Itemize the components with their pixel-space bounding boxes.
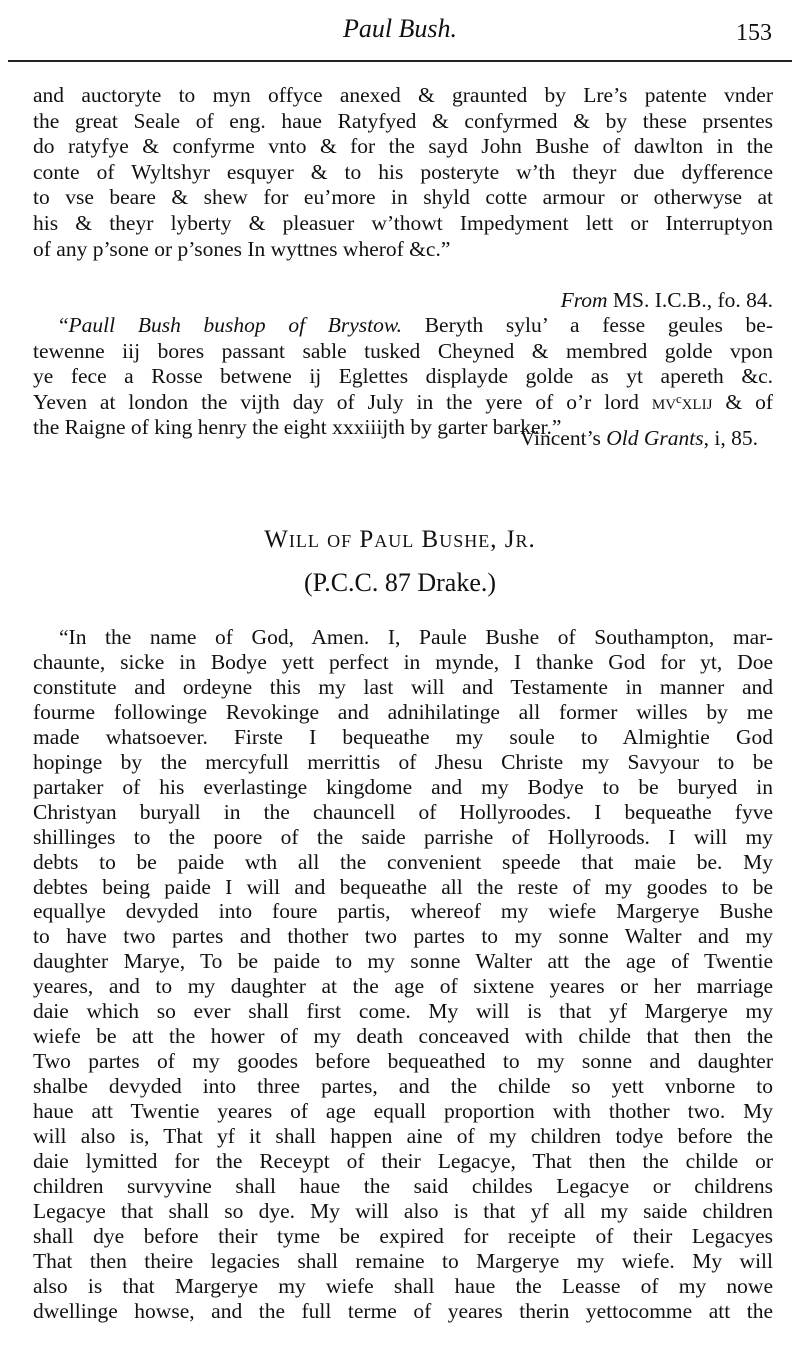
text-line <box>33 824 773 850</box>
text-segment: fourme followinge Revokinge and adnihilatinge all former willes by me <box>33 699 773 724</box>
text-line <box>33 774 773 800</box>
text-segment: made whatsoever. Firste I bequeathe my soule to Almightie God <box>33 724 773 749</box>
text-segment: daie which so ever shall first come. My will is that yf Margerye my <box>33 999 773 1024</box>
text-line <box>33 1198 773 1224</box>
text-segment: , i, 85. <box>703 426 758 450</box>
text-segment: That then theire legacies shall remaine to Margerye my wiefe. My will <box>33 1248 773 1273</box>
text-segment: the great Seale of eng. haue Ratyfyed & confyrmed & by these prsentes <box>33 108 773 133</box>
text-segment: & of <box>712 389 773 414</box>
text-segment: will also is, That yf it shall happen aine of my children todye before the <box>33 1124 773 1148</box>
text-line <box>33 1123 773 1149</box>
text-line <box>33 133 773 159</box>
text-segment: Yeven at london the vijth day of July in the yere of o’r lord <box>33 389 652 414</box>
text-line <box>33 699 773 725</box>
text-line <box>33 1248 773 1274</box>
text-line <box>33 749 773 775</box>
text-line <box>33 1098 773 1124</box>
text-segment: equallye devyded into foure partis, whereof my wiefe Margerye Bushe <box>33 899 773 924</box>
text-segment: conte of Wyltshyr esquyer & to his posteryte w’th theyr due dyfference <box>33 159 773 184</box>
text-line <box>33 1073 773 1099</box>
text-segment: the Raigne of king henry the eight xxxiiijth by garter barker.” <box>33 415 562 440</box>
text-segment: mvᶜxlij <box>651 389 713 414</box>
text-segment: chaunte, sicke in Bodye yett perfect in mynde, I thanke God for yt, Doe <box>33 649 773 674</box>
text-line <box>33 923 773 949</box>
text-line <box>33 898 773 924</box>
text-segment: ye fece a Rosse betwene ij Eglettes displayde golde as yt apereth &c. <box>33 364 773 389</box>
text-line <box>33 210 773 236</box>
text-segment: shillinges to the poore of the saide parrishe of Hollyroods. I will my <box>33 824 773 849</box>
text-segment: Two partes of my goodes before bequeathed to my sonne and daughter <box>33 1049 773 1074</box>
text-line <box>33 338 773 364</box>
text-segment: Paull Bush bushop of Brystow. <box>68 313 402 337</box>
text-segment: hopinge by the mercyfull merrittis of Jhesu Christe my Savyour to be <box>33 749 773 774</box>
text-line <box>33 674 773 700</box>
text-segment: “ <box>59 313 69 337</box>
text-segment: constitute and ordeyne this my last will and Testamente in manner and <box>33 674 773 699</box>
text-segment: debts to be paide wth all the convenient speede that maie be. My <box>33 849 773 874</box>
header-rule <box>8 60 792 62</box>
text-segment: tewenne iij bores passant sable tusked Cheyned & membred golde vpon <box>33 338 773 363</box>
text-line <box>33 1298 773 1324</box>
text-segment: to vse beare & shew for eu’more in shyld cotte armour or otherwyse at <box>33 185 773 210</box>
text-line <box>33 799 773 825</box>
text-line <box>33 184 773 210</box>
text-segment: dwellinge howse, and the full terme of yeares therin yettocomme att the <box>33 1298 773 1323</box>
text-segment: wiefe be att the hower of my death conceaved with childe that then the <box>33 1024 773 1049</box>
section-heading: Will of Paul Bushe, Jr. <box>264 526 536 553</box>
text-line <box>33 159 773 185</box>
text-segment: yeares, and to my daughter at the age of sixtene yeares or her marriage <box>33 974 773 999</box>
text-segment: shall dye before their tyme be expired for receipte of their Legacyes <box>33 1223 773 1248</box>
text-line <box>33 312 773 338</box>
text-line <box>33 1023 773 1049</box>
text-segment: Old Grants <box>606 426 704 450</box>
text-line <box>33 1223 773 1249</box>
text-segment: to have two partes and thother two partes to my sonne Walter and my <box>33 924 773 949</box>
text-segment: haue att Twentie yeares of age equall proportion with thother two. My <box>33 1099 773 1124</box>
text-segment: partaker of his everlastinge kingdome and my Bodye to be buryed in <box>33 774 773 799</box>
text-segment: Vincent’s <box>519 426 607 450</box>
source-citation-ms <box>33 287 773 313</box>
text-line <box>33 1173 773 1199</box>
text-line <box>33 948 773 974</box>
text-segment: “In the name of God, Amen. I, Paule Bushe of Southampton, mar- <box>59 625 773 649</box>
text-line <box>33 1148 773 1174</box>
text-segment: MS. I.C.B., fo. 84. <box>607 288 773 312</box>
text-line <box>33 389 773 415</box>
text-segment: and auctoryte to myn offyce anexed & graunted by Lre’s patente vnder <box>33 83 773 107</box>
text-line <box>33 998 773 1024</box>
text-line <box>33 236 773 262</box>
text-line <box>33 1048 773 1074</box>
text-line <box>33 82 773 108</box>
text-segment: also is that Margerye my wiefe shall haue the Leasse of my nowe <box>33 1273 773 1298</box>
text-segment: children survyvine shall haue the said childes Legacye or childrens <box>33 1173 773 1198</box>
text-segment: Legacye that shall so dye. My will also is that yf all my saide children <box>33 1198 773 1223</box>
text-line <box>33 363 773 389</box>
text-line <box>33 624 773 650</box>
text-segment: daie lymitted for the Receypt of their Legacye, That then the childe or <box>33 1148 773 1173</box>
text-line <box>33 108 773 134</box>
source-citation-vincent <box>33 425 758 451</box>
text-line <box>33 874 773 900</box>
text-line <box>33 849 773 875</box>
text-segment: do ratyfye & confyrme vnto & for the sayd John Bushe of dawlton in the <box>33 134 773 159</box>
text-segment: From <box>560 288 608 312</box>
text-line <box>33 724 773 750</box>
text-segment: Christyan buryall in the chauncell of Hollyroodes. I bequeathe fyve <box>33 799 773 824</box>
text-segment: of any p’sone or p’sones In wyttnes wherof &c.” <box>33 236 451 261</box>
running-head-title: Paul Bush. <box>342 14 458 43</box>
text-line <box>33 1273 773 1299</box>
text-segment: Beryth sylu’ a fesse geules be- <box>402 313 773 337</box>
text-line <box>33 973 773 999</box>
text-segment: his & theyr lyberty & pleasuer w’thowt Impedyment lett or Interruptyon <box>33 211 773 235</box>
text-segment: debtes being paide I will and bequeathe all the reste of my goodes to be <box>33 874 773 899</box>
text-line <box>33 649 773 675</box>
running-head <box>0 12 800 52</box>
section-subheading: (P.C.C. 87 Drake.) <box>303 568 497 597</box>
text-segment: shalbe devyded into three partes, and the childe so yett vnborne to <box>33 1074 773 1099</box>
text-segment: daughter Marye, To be paide to my sonne Walter att the age of Twentie <box>33 949 773 974</box>
page-number: 153 <box>736 20 772 46</box>
